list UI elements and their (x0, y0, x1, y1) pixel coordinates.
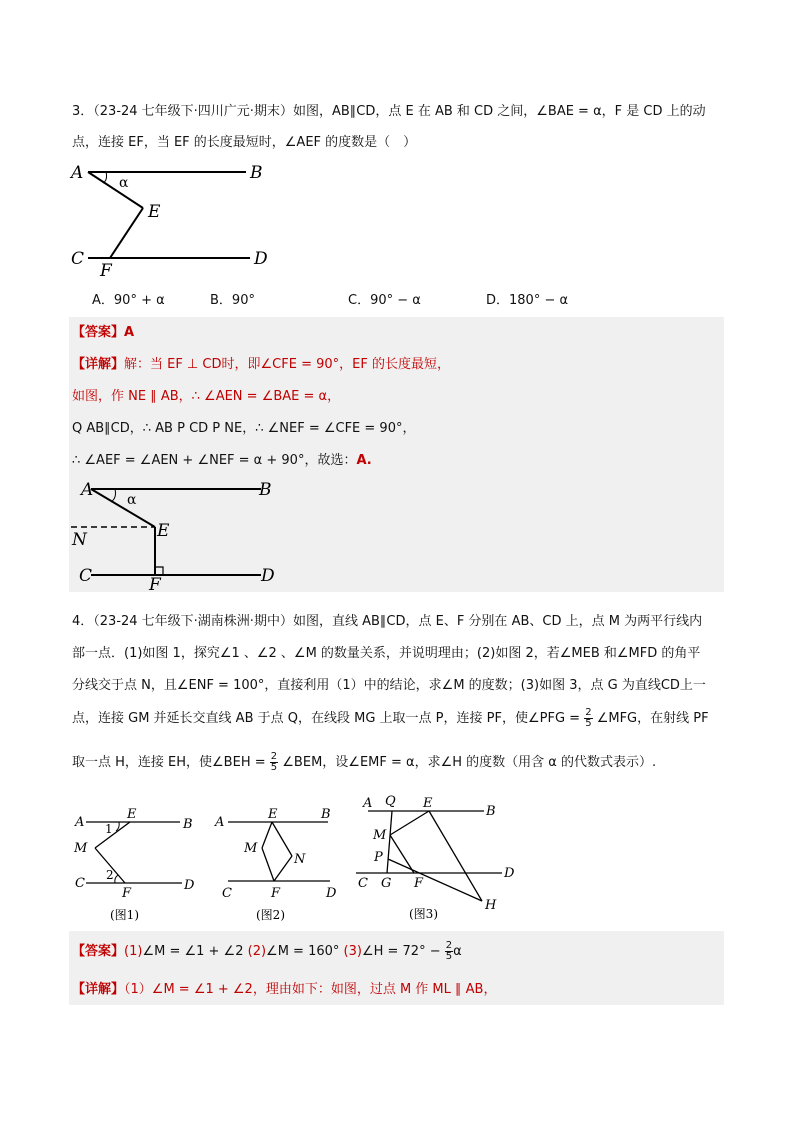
q4-stem-line-4 (72, 708, 709, 729)
q4-line5-fraction (270, 752, 278, 773)
option-a-text: 90° + α (113, 293, 165, 308)
q4-answer-3-b: α (453, 944, 462, 959)
fig1-label-D: D (184, 878, 195, 893)
fig2-label-N: N (294, 852, 306, 867)
q3-sol-label-F: F (149, 575, 161, 590)
q4-answer-2-no: (2) (247, 944, 267, 959)
option-d-text: 180° − α (509, 293, 569, 308)
q3-option-c (348, 292, 421, 310)
q3-detail-line-1 (72, 356, 450, 374)
q3-option-b (210, 292, 255, 310)
fig1-label-B: B (183, 817, 193, 832)
fig1-label-2: 2 (106, 868, 114, 882)
fig1-label-A: A (75, 815, 85, 830)
fig1-label-E: E (127, 807, 137, 822)
option-d-key: D． (486, 293, 510, 308)
q3-label-A: A (71, 163, 84, 183)
q3-detail-tag: 【详解】 (72, 357, 125, 372)
q3-label-C: C (71, 249, 85, 269)
q3-detail-line-4 (72, 452, 372, 470)
q4-line5-b: ∠BEM，设∠EMF = α，求∠H 的度数（用含 α 的代数式表示）. (282, 755, 657, 770)
q3-detail-line-2: 如图，作 NE ∥ AB，∴ ∠AEN = ∠BAE = α， (72, 389, 341, 404)
q3-solution-figure (69, 475, 289, 590)
fig3-label-A: A (363, 796, 373, 811)
fig1-label-1: 1 (105, 822, 113, 836)
q3-option-a (92, 292, 165, 310)
q4-stem-line-5 (72, 752, 656, 773)
option-a-key: A． (92, 293, 114, 308)
fig2-label-C: C (222, 886, 232, 901)
q3-sol-label-B: B (259, 480, 272, 500)
q4-figure-2 (212, 806, 347, 924)
q3-label-E: E (148, 202, 161, 222)
option-c-text: 90° − α (370, 293, 421, 308)
fig3-label-P: P (374, 850, 383, 865)
fig3-label-H: H (485, 898, 497, 913)
q4-answer-1-no: (1) (124, 944, 143, 959)
fig3-label-B: B (486, 804, 496, 819)
fig2-label-F: F (271, 886, 281, 901)
q3-label-alpha: α (119, 175, 129, 191)
q3-detail-text-1: 解：当 EF ⊥ CD时，即∠CFE = 90°，EF 的长度最短， (124, 357, 450, 372)
q4-line4-fraction (584, 708, 592, 729)
q4-answer-line (72, 941, 462, 962)
q4-stem-line-2: 部一点．(1)如图 1，探究∠1 、∠2 、∠M 的数量关系，并说明理由；(2)如图 2，若∠MEB 和∠MFD 的角平 (72, 646, 701, 661)
q4-line5-a: 取一点 H，连接 EH，使∠BEH = (72, 755, 266, 770)
option-c-key: C． (348, 293, 371, 308)
q3-detail-line-3: Q AB∥CD，∴ AB P CD P NE，∴ ∠NEF = ∠CFE = 90°， (72, 421, 416, 436)
fraction-numerator: 2 (445, 940, 453, 951)
fraction-numerator: 2 (270, 751, 278, 762)
fig3-label-M: M (373, 828, 387, 843)
fig3-label-D: D (504, 866, 515, 881)
q4-detail-tag: 【详解】 (72, 982, 125, 997)
fig1-caption: (图1) (110, 908, 139, 922)
q4-line4-b: ∠MFG，在射线 PF (596, 711, 709, 726)
q3-sol-label-C: C (79, 566, 93, 586)
q3-stem-line-2: 点，连接 EF，当 EF 的长度最短时，∠AEF 的度数是（ ） (72, 135, 417, 150)
q4-answer-3-fraction (445, 941, 453, 962)
q4-line4-a: 点，连接 GM 并延长交直线 AB 于点 Q，在线段 MG 上取一点 P，连接 PF，使∠PFG = (72, 711, 581, 726)
q3-answer-tag: 【答案】 (72, 325, 125, 340)
option-b-key: B． (210, 293, 232, 308)
fig2-label-D: D (326, 886, 337, 901)
q4-stem-line-3: 分线交于点 N，且∠ENF = 100°，直接利用（1）中的结论，求∠M 的度数；(3)如图 3，点 G 为直线CD上一 (72, 678, 706, 693)
fig2-caption: (图2) (256, 908, 285, 922)
q4-detail-text: （1）∠M = ∠1 + ∠2，理由如下：如图，过点 M 作 ML ∥ AB， (124, 982, 497, 997)
fig3-label-Q: Q (385, 794, 396, 809)
q3-answer: A (124, 325, 135, 340)
q3-sol-label-E: E (157, 521, 170, 541)
q3-label-B: B (250, 163, 263, 183)
q4-answer-1: ∠M = ∠1 + ∠2 (142, 944, 244, 959)
q4-answer-tag: 【答案】 (72, 944, 125, 959)
q4-stem-line-1: 4．（23-24 七年级下·湖南株洲·期中）如图，直线 AB∥CD，点 E、F 分别在 AB、CD 上，点 M 为两平行线内 (72, 614, 703, 629)
fig2-label-E: E (268, 807, 278, 822)
q3-sol-label-A: A (81, 480, 94, 500)
q3-detail-text-4: ∴ ∠AEF = ∠AEN + ∠NEF = α + 90°，故选： (72, 453, 357, 468)
q4-figure-3 (352, 793, 522, 924)
fig3-label-C: C (358, 876, 368, 891)
q3-sol-label-N: N (72, 530, 87, 550)
q3-label-F: F (100, 261, 112, 280)
q4-answer-2: ∠M = 160° (266, 944, 340, 959)
fig1-label-C: C (75, 876, 85, 891)
q4-answer-3-a: ∠H = 72° − (361, 944, 441, 959)
fig3-caption: (图3) (409, 907, 438, 921)
fraction-denominator: 5 (585, 718, 592, 729)
q3-stem-line-1: 3．（23-24 七年级下·四川广元·期末）如图，AB∥CD，点 E 在 AB 和 CD 之间，∠BAE = α，F 是 CD 上的动 (72, 104, 706, 119)
q4-figure-1 (70, 806, 200, 924)
fig3-label-F: F (414, 876, 424, 891)
fig2-label-B: B (321, 807, 331, 822)
fig3-label-E: E (423, 796, 433, 811)
fig2-label-M: M (244, 841, 258, 856)
q3-label-D: D (254, 249, 268, 269)
q3-figure (68, 160, 288, 280)
fraction-denominator: 5 (270, 762, 278, 773)
fraction-numerator: 2 (585, 707, 592, 718)
fig3-label-G: G (381, 876, 392, 891)
option-b-text: 90° (231, 293, 255, 308)
fraction-denominator: 5 (445, 951, 453, 962)
q3-answer-line (72, 324, 134, 342)
q4-answer-3-no: (3) (343, 944, 362, 959)
q3-sol-label-alpha: α (127, 492, 137, 508)
q3-solution-box (69, 317, 724, 592)
fig1-label-M: M (74, 841, 88, 856)
q3-option-d (486, 292, 568, 310)
q4-detail-line (72, 981, 496, 999)
fig1-label-F: F (122, 886, 132, 901)
q3-detail-answer: A. (356, 453, 372, 468)
q4-solution-box (69, 931, 724, 1005)
q3-sol-label-D: D (261, 566, 275, 586)
fig2-label-A: A (215, 815, 225, 830)
